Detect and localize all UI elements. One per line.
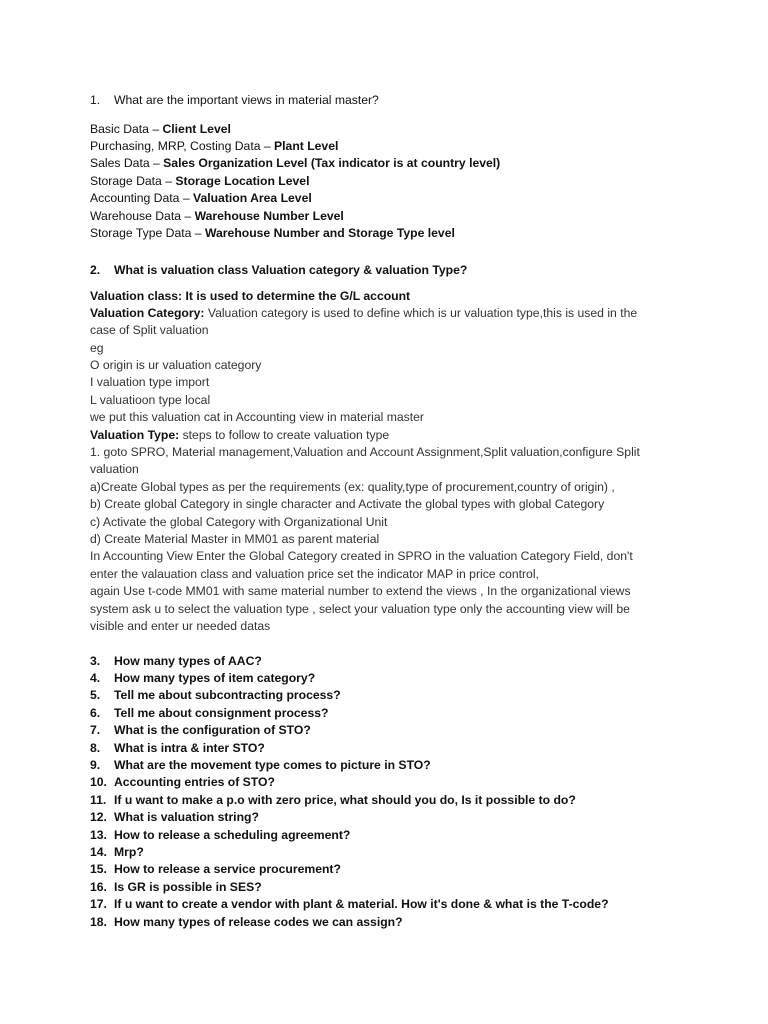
question-item [90,670,315,687]
view-name: Storage Type Data – [90,226,205,240]
question-number: 2. [90,263,101,277]
question-item [90,861,341,878]
question-text: What are the movement type comes to picture in STO? [114,758,431,772]
question-text: What is valuation string? [114,810,259,824]
question-text: Accounting entries of STO? [114,775,275,789]
question-text: Tell me about subcontracting process? [114,688,341,702]
text-line: system ask u to select the valuation type , select your valuation type only the accounting view will be [90,602,630,616]
view-level: Warehouse Number and Storage Type level [204,226,455,240]
question-item [90,705,328,722]
view-name: Basic Data – [90,122,163,136]
question-number: 8. [90,741,101,755]
text-line: we put this valuation cat in Accounting view in material master [90,410,424,424]
text-line: case of Split valuation [90,323,209,337]
text-line: I valuation type import [90,375,210,389]
question-number: 17. [90,897,107,911]
text-line: valuation [90,462,139,476]
view-name: Warehouse Data – [90,209,195,223]
text-line: O origin is ur valuation category [90,358,262,372]
view-level: Sales Organization Level (Tax indicator is at country level) [163,156,501,170]
view-name: Sales Data – [90,156,164,170]
question-number: 10. [90,775,107,789]
question-text: If u want to make a p.o with zero price, what should you do, Is it possible to do? [114,793,576,807]
question-text: How to release a scheduling agreement? [114,828,351,842]
view-row [90,190,312,207]
question-item [90,914,403,931]
valuation-type-line [90,427,389,444]
question-text: Mrp? [114,845,144,859]
question-item [90,687,341,704]
question-item [90,653,262,670]
question-item [90,844,144,861]
question-item [90,896,609,913]
question-item [90,740,265,757]
question-item [90,757,431,774]
view-level: Client Level [162,122,231,136]
question-text: How many types of AAC? [114,654,262,668]
valuation-category-label: Valuation Category: [90,306,208,320]
question-number: 12. [90,810,107,824]
text-line: L valuatioon type local [90,393,211,407]
text-line: a)Create Global types as per the requirements (ex: quality,type of procurement,country of origin) , [90,480,615,494]
view-row [90,155,500,172]
text-line: In Accounting View Enter the Global Category created in SPRO in the valuation Category Field, don't [90,549,633,563]
question-text: Is GR is possible in SES? [114,880,262,894]
view-row [90,138,338,155]
question-number: 6. [90,706,101,720]
question-text: How to release a service procurement? [114,862,341,876]
valuation-class-line: Valuation class: It is used to determine the G/L account [90,289,411,303]
question-text: What is valuation class Valuation category & valuation Type? [114,263,468,277]
question-number: 16. [90,880,107,894]
view-level: Valuation Area Level [192,191,312,205]
question-text: What is intra & inter STO? [114,741,265,755]
question-item [90,792,576,809]
question-number: 9. [90,758,101,772]
text-line: visible and enter ur needed datas [90,619,271,633]
text-line: d) Create Material Master in MM01 as parent material [90,532,380,546]
question-number: 11. [90,793,107,807]
question-number: 14. [90,845,107,859]
view-level: Warehouse Number Level [194,209,344,223]
text-line: eg [90,341,104,355]
text-line: b) Create global Category in single character and Activate the global types with global Category [90,497,605,511]
question-text: How many types of release codes we can assign? [114,915,403,929]
question-2 [90,262,467,279]
valuation-category-text: Valuation category is used to define which is ur valuation type,this is used in the [207,306,638,320]
question-number: 5. [90,688,101,702]
question-number: 18. [90,915,107,929]
question-text: How many types of item category? [114,671,316,685]
valuation-type-text: steps to follow to create valuation type [182,428,390,442]
question-text: If u want to create a vendor with plant & material. How it's done & what is the T-code? [114,897,609,911]
question-number: 15. [90,862,107,876]
question-number: 1. [90,93,101,107]
question-1 [90,92,379,109]
question-text: What is the configuration of STO? [114,723,311,737]
view-name: Purchasing, MRP, Costing Data – [90,139,275,153]
question-item [90,774,275,791]
view-level: Plant Level [274,139,339,153]
text-line: c) Activate the global Category with Organizational Unit [90,515,388,529]
view-row [90,121,231,138]
question-item [90,827,350,844]
text-line: enter the valauation class and valuation price set the indicator MAP in price control, [90,567,539,581]
view-row [90,173,309,190]
valuation-type-label: Valuation Type: [90,428,183,442]
question-text: What are the important views in material master? [114,93,379,107]
question-text: Tell me about consignment process? [114,706,329,720]
question-number: 3. [90,654,101,668]
question-number: 7. [90,723,101,737]
view-name: Storage Data – [90,174,176,188]
question-item [90,722,311,739]
question-item [90,809,259,826]
valuation-category-line [90,305,637,322]
view-name: Accounting Data – [90,191,193,205]
question-item [90,879,262,896]
text-line: again Use t-code MM01 with same material number to extend the views , In the organizational views [90,584,631,598]
view-level: Storage Location Level [175,174,310,188]
text-line: 1. goto SPRO, Material management,Valuation and Account Assignment,Split valuation,configure Split [90,445,640,459]
view-row [90,208,344,225]
question-number: 13. [90,828,107,842]
view-row [90,225,455,242]
question-number: 4. [90,671,101,685]
